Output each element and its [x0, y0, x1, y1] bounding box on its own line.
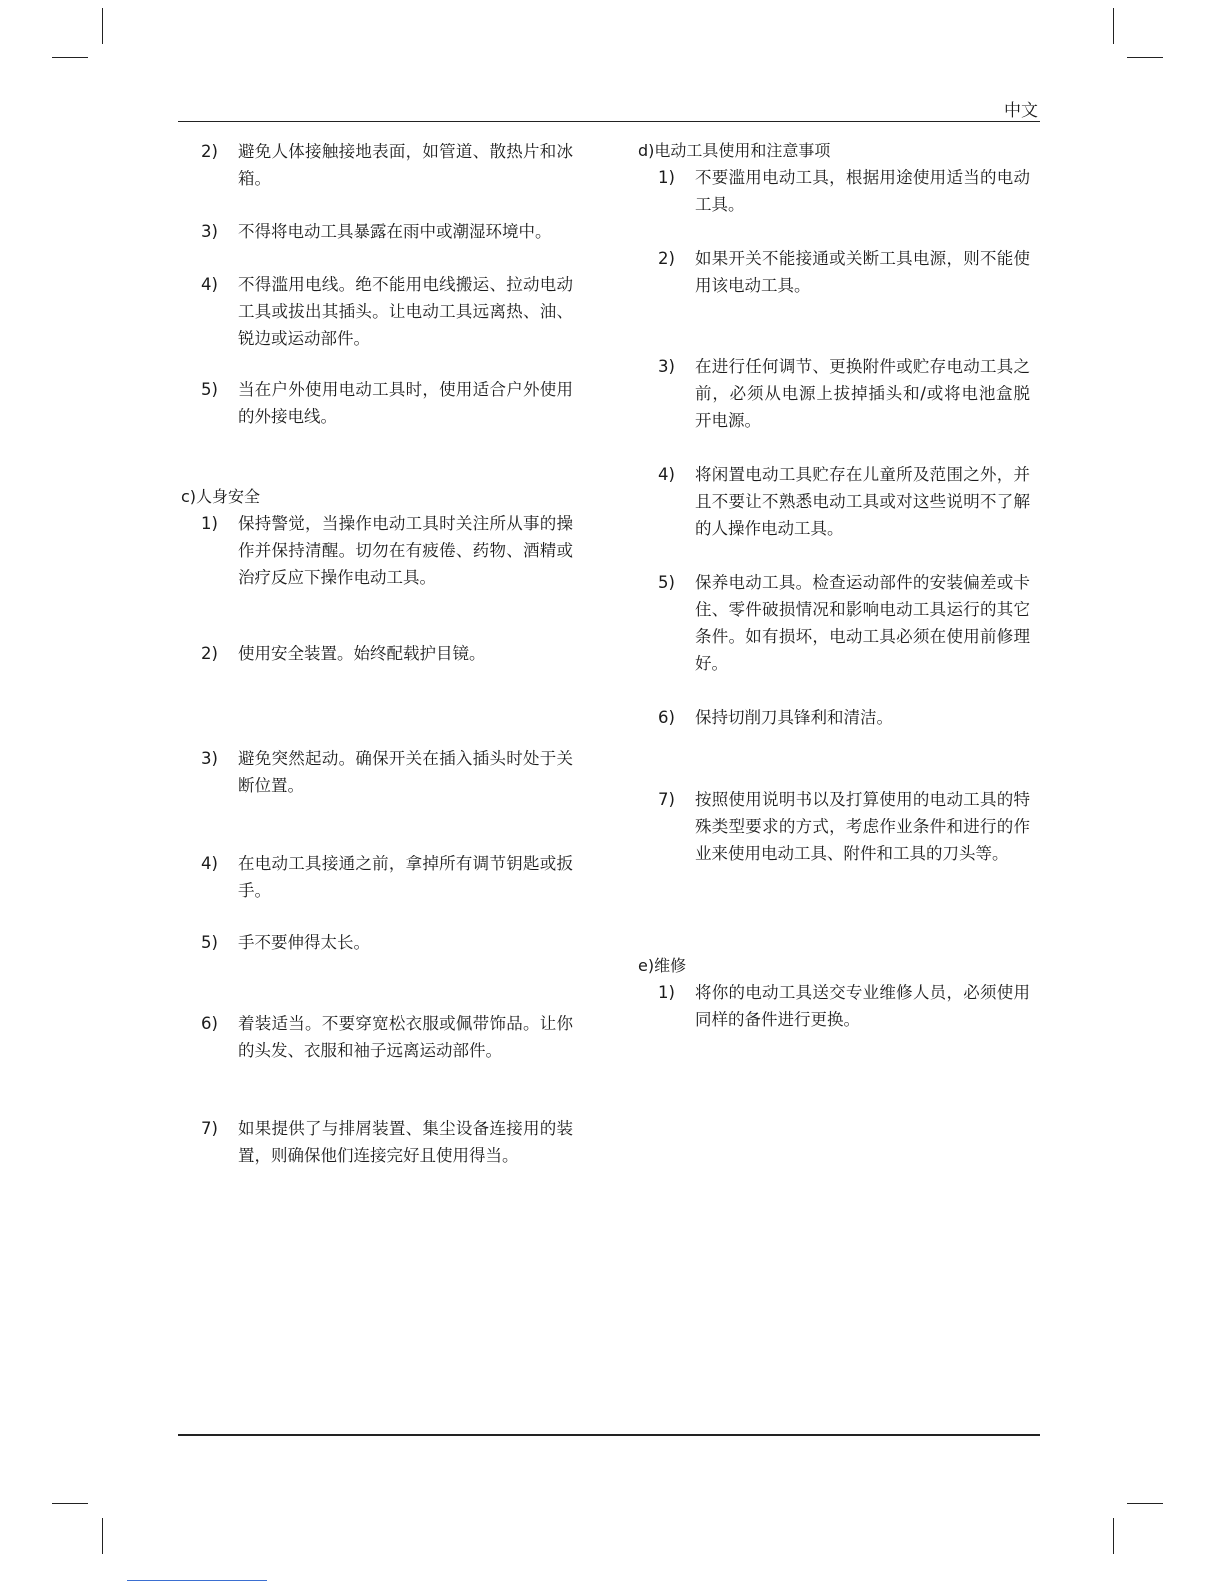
- item-text: 将你的电动工具送交专业维修人员，必须使用同样的备件进行更换。: [695, 983, 1030, 1029]
- item-number: 6): [201, 1014, 218, 1033]
- item-text: 在进行任何调节、更换附件或贮存电动工具之前，必须从电源上拔掉插头和/或将电池盒脱开电源。: [695, 357, 1030, 430]
- crop-mark: [102, 1518, 103, 1554]
- crop-mark: [1127, 57, 1163, 58]
- item-text: 按照使用说明书以及打算使用的电动工具的特殊类型要求的方式，考虑作业条件和进行的作业来使用电动工具、附件和工具的刀头等。: [695, 790, 1030, 863]
- language-label: 中文: [1004, 101, 1038, 121]
- item-text: 使用安全装置。始终配载护目镜。: [238, 644, 486, 663]
- crop-mark: [1113, 1518, 1114, 1554]
- item-text: 保养电动工具。检查运动部件的安装偏差或卡住、零件破损情况和影响电动工具运行的其它条件。如有损坏，电动工具必须在使用前修理好。: [695, 573, 1030, 673]
- crop-mark: [1113, 8, 1114, 44]
- item-text: 避免人体接触接地表面，如管道、散热片和冰箱。: [238, 142, 573, 188]
- item-number: 4): [658, 465, 675, 484]
- item-text: 在电动工具接通之前，拿掉所有调节钥匙或扳手。: [238, 854, 573, 900]
- item-number: 1): [201, 514, 218, 533]
- item-number: 1): [658, 168, 675, 187]
- crop-mark: [52, 1503, 88, 1504]
- header-rule: [178, 121, 1040, 122]
- item-number: 3): [201, 749, 218, 768]
- item-text: 将闲置电动工具贮存在儿童所及范围之外，并且不要让不熟悉电动工具或对这些说明不了解的人操作电动工具。: [695, 465, 1030, 538]
- item-text: 不得滥用电线。绝不能用电线搬运、拉动电动工具或拔出其插头。让电动工具远离热、油、锐边或运动部件。: [238, 275, 573, 348]
- crop-mark: [102, 8, 103, 44]
- section-title-e: e)维修: [638, 956, 687, 975]
- section-title-c: c)人身安全: [181, 487, 261, 506]
- item-text: 当在户外使用电动工具时，使用适合户外使用的外接电线。: [238, 380, 573, 426]
- item-number: 1): [658, 983, 675, 1002]
- item-number: 3): [658, 357, 675, 376]
- section-title-d: d)电动工具使用和注意事项: [638, 141, 831, 160]
- item-text: 手不要伸得太长。: [238, 933, 370, 952]
- crop-mark: [52, 57, 88, 58]
- item-text: 保持切削刀具锋利和清洁。: [695, 708, 893, 727]
- item-text: 保持警觉，当操作电动工具时关注所从事的操作并保持清醒。切勿在有疲倦、药物、酒精或治疗反应下操作电动工具。: [238, 514, 573, 587]
- footer-rule: [178, 1434, 1040, 1436]
- crop-mark: [1127, 1503, 1163, 1504]
- item-number: 3): [201, 222, 218, 241]
- item-number: 5): [201, 933, 218, 952]
- item-number: 2): [658, 249, 675, 268]
- item-text: 着装适当。不要穿宽松衣服或佩带饰品。让你的头发、衣服和袖子远离运动部件。: [238, 1014, 573, 1060]
- item-text: 如果提供了与排屑装置、集尘设备连接用的装置，则确保他们连接完好且使用得当。: [238, 1119, 573, 1165]
- item-number: 5): [201, 380, 218, 399]
- item-number: 4): [201, 275, 218, 294]
- item-number: 7): [201, 1119, 218, 1138]
- item-number: 7): [658, 790, 675, 809]
- bottom-accent-line: [127, 1580, 267, 1581]
- item-text: 如果开关不能接通或关断工具电源，则不能使用该电动工具。: [695, 249, 1030, 295]
- item-number: 4): [201, 854, 218, 873]
- item-number: 2): [201, 644, 218, 663]
- item-text: 不要滥用电动工具，根据用途使用适当的电动工具。: [695, 168, 1030, 214]
- item-text: 避免突然起动。确保开关在插入插头时处于关断位置。: [238, 749, 573, 795]
- item-text: 不得将电动工具暴露在雨中或潮湿环境中。: [238, 222, 552, 241]
- item-number: 5): [658, 573, 675, 592]
- item-number: 6): [658, 708, 675, 727]
- item-number: 2): [201, 142, 218, 161]
